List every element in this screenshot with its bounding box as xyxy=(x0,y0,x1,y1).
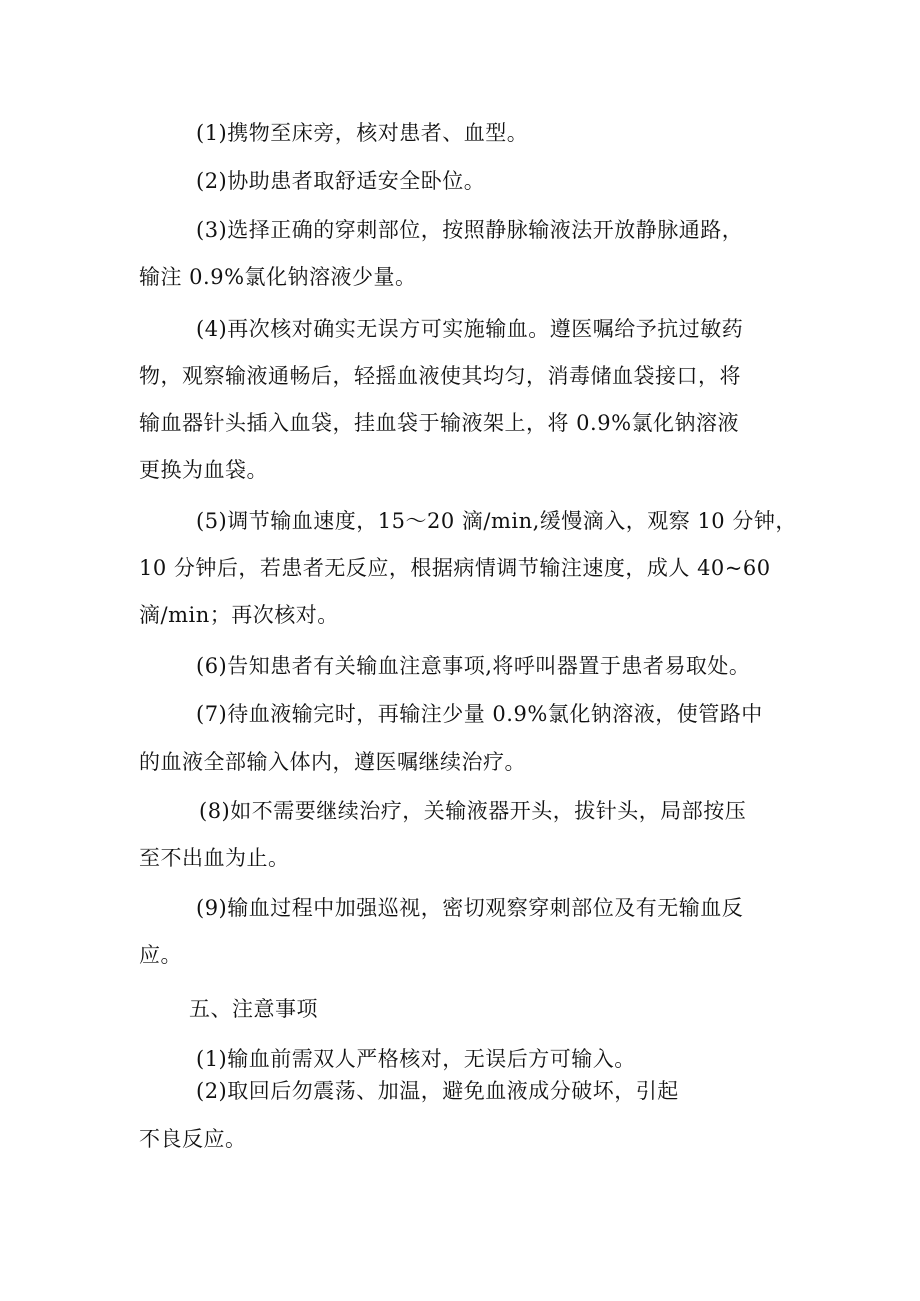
note-2-line-1: (2)取回后勿震荡、加温，避免血液成分破坏，引起 xyxy=(196,1079,679,1103)
paragraph-4-line-2: 物，观察输液通畅后，轻摇血液使其均匀，消毒储血袋接口，将 xyxy=(139,364,741,388)
paragraph-5-line-3: 滴/min；再次核对。 xyxy=(139,603,339,627)
paragraph-9-line-2: 应。 xyxy=(139,943,182,967)
paragraph-5-line-1: (5)调节输血速度，15～20 滴/min,缓慢滴入，观察 10 分钟， xyxy=(196,509,797,533)
paragraph-4-line-3: 输血器针头插入血袋，挂血袋于输液架上，将 0.9%氯化钠溶液 xyxy=(139,411,740,435)
paragraph-3-line-2: 输注 0.9%氯化钠溶液少量。 xyxy=(139,265,417,289)
section-heading: 五、注意事项 xyxy=(189,997,318,1021)
paragraph-8-line-1: (8)如不需要继续治疗，关输液器开头，拔针头，局部按压 xyxy=(199,799,747,823)
paragraph-5-line-2: 10 分钟后，若患者无反应，根据病情调节输注速度，成人 40~60 xyxy=(139,556,771,580)
paragraph-4-line-4: 更换为血袋。 xyxy=(139,458,268,482)
paragraph-3-line-1: (3)选择正确的穿刺部位，按照静脉输液法开放静脉通路， xyxy=(196,218,744,242)
paragraph-8-line-2: 至不出血为止。 xyxy=(139,846,290,870)
paragraph-9-line-1: (9)输血过程中加强巡视，密切观察穿刺部位及有无输血反 xyxy=(196,896,744,920)
paragraph-6-line-1: (6)告知患者有关输血注意事项,将呼叫器置于患者易取处。 xyxy=(196,654,751,678)
paragraph-4-line-1: (4)再次核对确实无误方可实施输血。遵医嘱给予抗过敏药 xyxy=(196,317,744,341)
paragraph-7-line-1: (7)待血液输完时，再输注少量 0.9%氯化钠溶液，使管路中 xyxy=(196,702,763,726)
paragraph-1-line-1: (1)携物至床旁，核对患者、血型。 xyxy=(196,121,529,145)
paragraph-7-line-2: 的血液全部输入体内，遵医嘱继续治疗。 xyxy=(139,750,526,774)
note-1-line-1: (1)输血前需双人严格核对，无误后方可输入。 xyxy=(196,1047,636,1071)
paragraph-2-line-1: (2)协助患者取舒适安全卧位。 xyxy=(196,169,486,193)
note-2-line-2: 不良反应。 xyxy=(139,1127,247,1151)
